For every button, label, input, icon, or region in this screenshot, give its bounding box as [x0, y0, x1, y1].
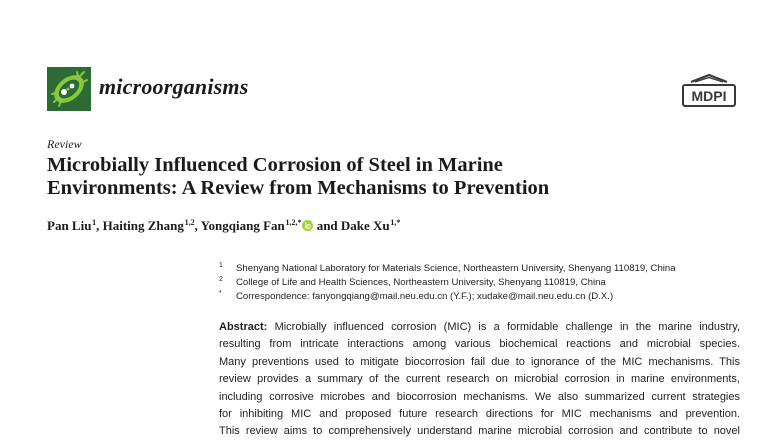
correspondence-item [219, 290, 749, 304]
author-list [47, 218, 400, 234]
author-affil-sup: 1,* [390, 218, 401, 227]
affiliation-item [219, 276, 749, 290]
abstract-line: review provides a summary of the current research on microbial corrosion in marine environments, [219, 373, 740, 386]
journal-logo-icon [47, 67, 91, 111]
author-separator: , [194, 218, 198, 233]
abstract-label: Abstract: [219, 321, 268, 333]
mdpi-logo-icon [681, 74, 737, 108]
abstract-line: This review aims to comprehensively understand marine microbial corrosion and contribute to novel [219, 425, 740, 438]
affiliation-text: Shenyang National Laboratory for Materials Science, Northeastern University, Shenyang 110819, China [236, 263, 676, 274]
author-name: Pan Liu [47, 218, 92, 233]
publisher-name: MDPI [691, 88, 727, 104]
article-title [47, 154, 747, 200]
author-separator: and [316, 218, 338, 233]
correspondence-text[interactable]: Correspondence: fanyongqiang@mail.neu.edu.cn (Y.F.); xudake@mail.neu.edu.cn (D.X.) [236, 291, 614, 302]
abstract-line: resulting from intricate interactions among various biochemical reactions and microbial species. [219, 338, 740, 351]
abstract-line: Many preventions used to mitigate biocorrosion fail due to ignorance of the MIC mechanisms. This [219, 355, 740, 368]
author-name: Haiting Zhang [102, 218, 184, 233]
abstract-line: for inhibiting MIC and proposed future research directions for MIC mechanisms and prevention. [219, 408, 740, 421]
orcid-icon[interactable] [302, 219, 313, 230]
affiliation-marker: * [219, 290, 222, 297]
affiliation-item [219, 262, 749, 276]
title-line: Microbially Influenced Corrosion of Steel in Marine [47, 154, 503, 176]
author-name: Yongqiang Fan [200, 218, 285, 233]
author-affil-sup: 1,2,* [285, 218, 302, 227]
abstract-line: including corrosive microbes and biocorrosion mechanisms. We also summarized current strategies [219, 390, 740, 403]
author-name: Dake Xu [340, 218, 390, 233]
author-separator: , [96, 218, 100, 233]
journal-name: microorganisms [99, 74, 249, 99]
title-line: Environments: A Review from Mechanisms to Prevention [47, 177, 550, 199]
author-affil-sup: 1 [92, 218, 97, 227]
affiliation-marker: 1 [219, 262, 223, 269]
abstract-line [219, 319, 740, 336]
affiliation-marker: 2 [219, 276, 223, 283]
abstract [219, 319, 740, 441]
author-affil-sup: 1,2 [184, 218, 195, 227]
affiliation-text: College of Life and Health Sciences, Northeastern University, Shenyang 110819, China [236, 277, 606, 288]
article-type: Review [47, 137, 82, 151]
abstract-text: Microbially influenced corrosion (MIC) is a formidable challenge in the marine industry, [274, 321, 740, 333]
affiliations [219, 262, 749, 304]
